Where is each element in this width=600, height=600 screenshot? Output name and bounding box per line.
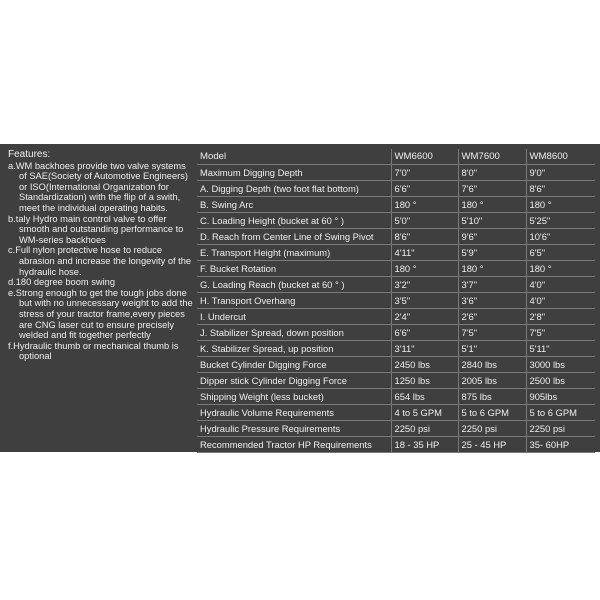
table-header-row <box>197 149 595 165</box>
wm6600-value-cell: 2'4" <box>391 309 458 325</box>
wm7600-value-cell: 25 - 45 HP <box>458 437 526 453</box>
table-row <box>197 405 595 421</box>
feature-text: a.WM backhoes provide two valve systems of SAE(Society of Automotive Engineers) or ISO(International Organization for Standardization) with the flip of a swith, meet the individual operating habits. <box>8 160 188 213</box>
spec-label-cell: K. Stabilizer Spread, up position <box>197 341 391 357</box>
wm7600-value-cell: 180 ° <box>458 261 526 277</box>
table-row <box>197 421 595 437</box>
wm6600-value-cell: 6'6" <box>391 181 458 197</box>
table-row <box>197 261 595 277</box>
wm8600-value-cell: 9'0" <box>526 165 595 181</box>
wm8600-value-cell: 4'0" <box>526 277 595 293</box>
table-row <box>197 309 595 325</box>
column-header-wm8600: WM8600 <box>526 149 595 165</box>
wm6600-value-cell: 7'0" <box>391 165 458 181</box>
table-row <box>197 389 595 405</box>
wm8600-value-cell: 10'6" <box>526 229 595 245</box>
table-row <box>197 293 595 309</box>
feature-item-e <box>8 288 196 341</box>
wm7600-value-cell: 2840 lbs <box>458 357 526 373</box>
table-row <box>197 325 595 341</box>
wm7600-value-cell: 9'6" <box>458 229 526 245</box>
wm6600-value-cell: 6'6" <box>391 325 458 341</box>
table-row <box>197 213 595 229</box>
wm8600-value-cell: 6'5" <box>526 245 595 261</box>
wm8600-value-cell: 8'6" <box>526 181 595 197</box>
spec-label-cell: Hydraulic Pressure Requirements <box>197 421 391 437</box>
feature-item-a <box>8 161 196 214</box>
wm8600-value-cell: 2'8" <box>526 309 595 325</box>
wm7600-value-cell: 5'1" <box>458 341 526 357</box>
feature-text: b.taly Hydro main control valve to offer smooth and outstanding performance to WM-series backhoes <box>8 213 184 245</box>
spec-label-cell: Bucket Cylinder Digging Force <box>197 357 391 373</box>
spec-label-cell: I. Undercut <box>197 309 391 325</box>
column-header-wm7600: WM7600 <box>458 149 526 165</box>
features-section <box>8 150 196 362</box>
wm8600-value-cell: 180 ° <box>526 197 595 213</box>
wm6600-value-cell: 3'2" <box>391 277 458 293</box>
table-row <box>197 165 595 181</box>
table-row <box>197 197 595 213</box>
spec-label-cell: J. Stabilizer Spread, down position <box>197 325 391 341</box>
wm8600-value-cell: 180 ° <box>526 261 595 277</box>
column-header-model: Model <box>197 149 391 165</box>
table-row <box>197 181 595 197</box>
wm8600-value-cell: 7'5" <box>526 325 595 341</box>
feature-text: d.180 degree boom swing <box>8 277 115 288</box>
wm6600-value-cell: 8'6" <box>391 229 458 245</box>
wm7600-value-cell: 2250 psi <box>458 421 526 437</box>
specifications-table-wrapper <box>197 149 595 453</box>
table-row <box>197 373 595 389</box>
table-row <box>197 341 595 357</box>
table-body <box>197 165 595 453</box>
wm8600-value-cell: 5 to 6 GPM <box>526 405 595 421</box>
wm6600-value-cell: 1250 lbs <box>391 373 458 389</box>
wm8600-value-cell: 905lbs <box>526 389 595 405</box>
feature-item-b <box>8 214 196 246</box>
table-row <box>197 245 595 261</box>
wm7600-value-cell: 5 to 6 GPM <box>458 405 526 421</box>
wm7600-value-cell: 7'5" <box>458 325 526 341</box>
wm8600-value-cell: 2250 psi <box>526 421 595 437</box>
spec-label-cell: A. Digging Depth (two foot flat bottom) <box>197 181 391 197</box>
wm6600-value-cell: 2250 psi <box>391 421 458 437</box>
spec-label-cell: Maximum Digging Depth <box>197 165 391 181</box>
feature-item-f <box>8 341 196 362</box>
spec-label-cell: E. Transport Height (maximum) <box>197 245 391 261</box>
wm8600-value-cell: 4'0" <box>526 293 595 309</box>
feature-text: f.Hydraulic thumb or mechanical thumb is optional <box>8 340 179 362</box>
spec-label-cell: B. Swing Arc <box>197 197 391 213</box>
wm7600-value-cell: 3'6" <box>458 293 526 309</box>
spec-label-cell: Hydraulic Volume Requirements <box>197 405 391 421</box>
wm6600-value-cell: 3'11" <box>391 341 458 357</box>
wm6600-value-cell: 18 - 35 HP <box>391 437 458 453</box>
wm7600-value-cell: 8'0" <box>458 165 526 181</box>
wm7600-value-cell: 875 lbs <box>458 389 526 405</box>
feature-text: c.Full nylon protective hose to reduce abrasion and increase the longevity of the hydraulic hose. <box>8 245 192 277</box>
wm7600-value-cell: 180 ° <box>458 197 526 213</box>
wm6600-value-cell: 4'11" <box>391 245 458 261</box>
wm6600-value-cell: 180 ° <box>391 197 458 213</box>
features-heading: Features: <box>8 149 51 160</box>
wm6600-value-cell: 180 ° <box>391 261 458 277</box>
wm7600-value-cell: 5'9" <box>458 245 526 261</box>
wm7600-value-cell: 2'6" <box>458 309 526 325</box>
wm7600-value-cell: 5'10" <box>458 213 526 229</box>
wm6600-value-cell: 4 to 5 GPM <box>391 405 458 421</box>
specifications-table <box>197 149 595 453</box>
wm8600-value-cell: 35- 60HP <box>526 437 595 453</box>
feature-item-d <box>8 277 196 288</box>
table-row <box>197 357 595 373</box>
spec-label-cell: Recommended Tractor HP Requirements <box>197 437 391 453</box>
wm7600-value-cell: 2005 lbs <box>458 373 526 389</box>
wm8600-value-cell: 5'25" <box>526 213 595 229</box>
spec-label-cell: Dipper stick Cylinder Digging Force <box>197 373 391 389</box>
column-header-wm6600: WM6600 <box>391 149 458 165</box>
wm8600-value-cell: 2500 lbs <box>526 373 595 389</box>
feature-item-c <box>8 245 196 277</box>
feature-text: e.Strong enough to get the tough jobs done but with no unnecessary weight to add the stress of your tractor frame,every pieces are CNG laser cut to ensure precisely welded and fit together perfectly <box>8 287 193 341</box>
table-row <box>197 277 595 293</box>
spec-label-cell: D. Reach from Center Line of Swing Pivot <box>197 229 391 245</box>
wm6600-value-cell: 2450 lbs <box>391 357 458 373</box>
wm6600-value-cell: 654 lbs <box>391 389 458 405</box>
spec-sheet-panel <box>0 144 600 452</box>
wm8600-value-cell: 3000 lbs <box>526 357 595 373</box>
wm6600-value-cell: 3'5" <box>391 293 458 309</box>
spec-label-cell: Shipping Weight (less bucket) <box>197 389 391 405</box>
spec-label-cell: G. Loading Reach (bucket at 60 ° ) <box>197 277 391 293</box>
table-row <box>197 229 595 245</box>
spec-label-cell: F. Bucket Rotation <box>197 261 391 277</box>
wm7600-value-cell: 7'6" <box>458 181 526 197</box>
spec-label-cell: H. Transport Overhang <box>197 293 391 309</box>
wm7600-value-cell: 3'7" <box>458 277 526 293</box>
table-row <box>197 437 595 453</box>
wm8600-value-cell: 5'11" <box>526 341 595 357</box>
spec-label-cell: C. Loading Height (bucket at 60 ° ) <box>197 213 391 229</box>
wm6600-value-cell: 5'0" <box>391 213 458 229</box>
